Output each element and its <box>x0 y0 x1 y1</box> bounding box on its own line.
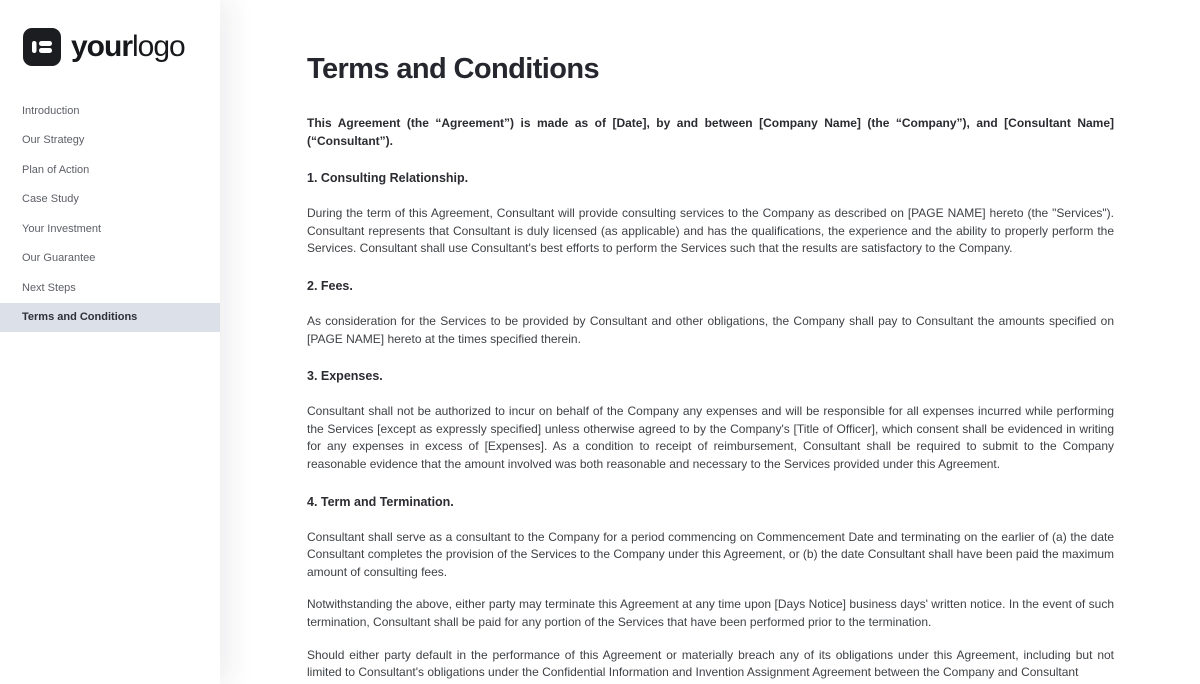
section-heading: 2. Fees. <box>307 278 353 293</box>
logo-text <box>71 32 185 62</box>
section-fees <box>307 279 1114 348</box>
section-heading: 4. Term and Termination. <box>307 494 454 509</box>
section-heading: 1. Consulting Relationship. <box>307 171 469 186</box>
section-term-and-termination <box>307 495 1114 682</box>
sidebar-item-our-strategy[interactable]: Our Strategy <box>22 134 85 147</box>
section-paragraph: Should either party default in the performance of this Agreement or materially breach any of its obligations under this Agreement, including but not limited to Consultant's obligations under the Confidential Information and Invention Assignment Agreement between the Company and Consultant <box>307 647 1114 680</box>
cards-layout-icon <box>23 28 61 66</box>
logo <box>23 28 220 66</box>
section-paragraph: As consideration for the Services to be provided by Consultant and other obligations, the Company shall pay to Consultant the amounts specified on [PAGE NAME] hereto at the times specified therein. <box>307 313 1114 346</box>
sidebar-item-plan-of-action[interactable]: Plan of Action <box>22 163 90 176</box>
sidebar-item-terms-and-conditions[interactable]: Terms and Conditions <box>0 303 220 333</box>
section-consulting-relationship <box>307 171 1114 258</box>
sidebar-item-introduction[interactable]: Introduction <box>22 104 80 117</box>
logo-text-regular: logo <box>132 30 185 63</box>
section-paragraph: During the term of this Agreement, Consultant will provide consulting services to the Company as described on [PAGE NAME] hereto (the "Services"). Consultant represents that Consultant is duly licensed (as applicable) and has the qualifications, the experience and the ability to properly perform the Services. Consultant shall use Consultant's best efforts to perform the Services such that the results are satisfactory to the Company. <box>307 206 1114 256</box>
section-paragraph: Consultant shall not be authorized to incur on behalf of the Company any expenses and will be responsible for all expenses incurred while performing the Services [except as expressly specified] unless otherwise agreed to by the Company's [Title of Officer], which consent shall be evidenced in writing for any expenses in excess of [Expenses]. As a condition to receipt of reimbursement, Consultant shall be required to submit to the Company reasonable evidence that the amount involved was both reasonable and necessary to the Services provided under this Agreement. <box>307 404 1114 471</box>
document-body <box>307 52 1114 682</box>
section-paragraph: Notwithstanding the above, either party may terminate this Agreement at any time upon [Days Notice] business days' written notice. In the event of such termination, Consultant shall be paid for any portion of the Services that have been performed prior to the termination. <box>307 597 1114 629</box>
sidebar-item-next-steps[interactable]: Next Steps <box>22 281 76 294</box>
sidebar-item-your-investment[interactable]: Your Investment <box>22 222 102 235</box>
sidebar-item-case-study[interactable]: Case Study <box>22 193 79 206</box>
section-paragraph: Consultant shall serve as a consultant to the Company for a period commencing on Commencement Date and terminating on the earlier of (a) the date Consultant completes the provision of the Services to the Company under this Agreement, or (b) the date Consultant shall have been paid the maximum amount of consulting fees. <box>307 529 1114 579</box>
document-page <box>220 0 1200 684</box>
sidebar <box>0 0 220 684</box>
sidebar-item-our-guarantee[interactable]: Our Guarantee <box>22 252 96 265</box>
page-title: Terms and Conditions <box>307 53 599 85</box>
sidebar-nav <box>0 96 220 332</box>
section-heading: 3. Expenses. <box>307 369 383 384</box>
intro-paragraph: This Agreement (the “Agreement”) is made as of [Date], by and between [Company Name] (the “Company”), and [Consultant Name] (“Consultant”). <box>307 116 1114 148</box>
logo-text-bold: your <box>71 30 133 63</box>
section-expenses <box>307 369 1114 473</box>
